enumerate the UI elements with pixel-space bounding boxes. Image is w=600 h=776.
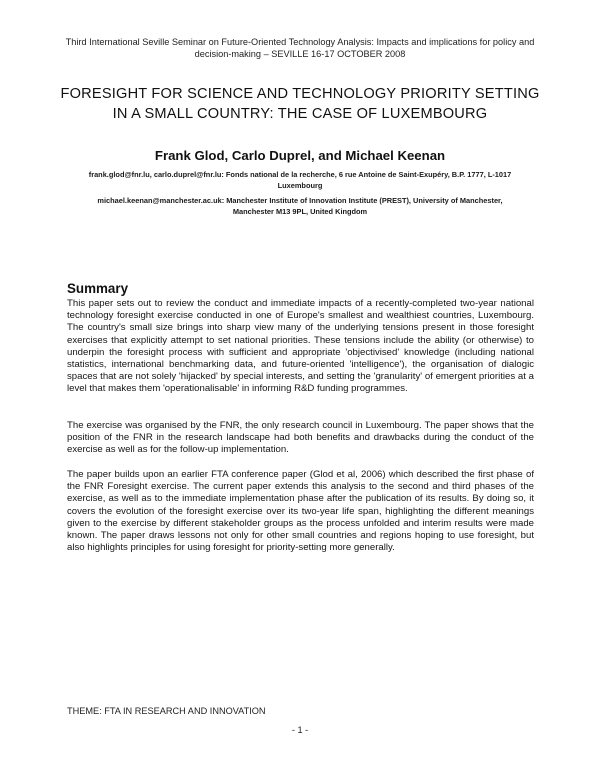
theme-footer: THEME: FTA IN RESEARCH AND INNOVATION bbox=[67, 706, 266, 716]
conference-header-line1: Third International Seville Seminar on Future-Oriented Technology Analysis: Impacts and implications for policy and bbox=[65, 37, 535, 47]
conference-header bbox=[60, 36, 540, 60]
paper-title-line1: FORESIGHT FOR SCIENCE AND TECHNOLOGY PRIORITY SETTING bbox=[60, 86, 540, 102]
affiliation-manchester: michael.keenan@manchester.ac.uk: Manchester Institute of Innovation Institute (PREST), University of Manchester, Manchester M13 9PL, United Kingdom bbox=[97, 196, 503, 216]
summary-paragraph-2: The exercise was organised by the FNR, the only research council in Luxembourg. The paper shows that the position of the FNR in the research landscape had both benefits and drawbacks during the conduct of the exercise as well as for the follow-up implementation. bbox=[67, 420, 534, 456]
conference-header-line2: decision-making – SEVILLE 16-17 OCTOBER 2008 bbox=[194, 49, 406, 59]
page-number: - 1 - bbox=[291, 725, 309, 735]
affiliation-fnr: frank.glod@fnr.lu, carlo.duprel@fnr.lu: Fonds national de la recherche, 6 rue Antoine de Saint-Exupéry, B.P. 1777, L-1017 Luxembourg bbox=[88, 170, 512, 190]
summary-paragraph-1: This paper sets out to review the conduct and immediate impacts of a recently-completed two-year national technology foresight exercise conducted in one of Europe's smallest and wealthiest countries, Luxembourg. The country's small size brings into sharp view many of the underlying tensions present in those foresight exercises that explicitly attempt to set national priorities. These tensions include the ability (or otherwise) to underpin the foresight process with sufficient and appropriate 'objectivised' knowledge (including national statistics, international benchmarking data, and future-oriented 'intelligence'), the organisation of dialogic spaces that are not solely 'hijacked' by special interests, and setting the 'granularity' of emergent priorities at a level that makes them 'operationalisable' in informing R&D funding programmes. bbox=[67, 298, 534, 395]
paper-title-line2: IN A SMALL COUNTRY: THE CASE OF LUXEMBOURG bbox=[112, 106, 488, 122]
paper-title bbox=[50, 84, 550, 124]
summary-heading: Summary bbox=[67, 281, 129, 296]
summary-paragraph-3: The paper builds upon an earlier FTA conference paper (Glod et al, 2006) which described the first phase of the FNR Foresight exercise. The current paper extends this analysis to the second and third phases of the exercise, as well as to the immediate implementation phase after the publication of its results. By doing so, it covers the evolution of the foresight exercise over its two-year life span, highlighting the different meanings given to the exercise by different stakeholder groups as the process unfolded and interim results were made known. The paper draws lessons not only for other small countries and regions hoping to use foresight, but also highlights principles for using foresight for priority-setting more generally. bbox=[67, 469, 534, 554]
paper-authors: Frank Glod, Carlo Duprel, and Michael Keenan bbox=[154, 148, 446, 163]
